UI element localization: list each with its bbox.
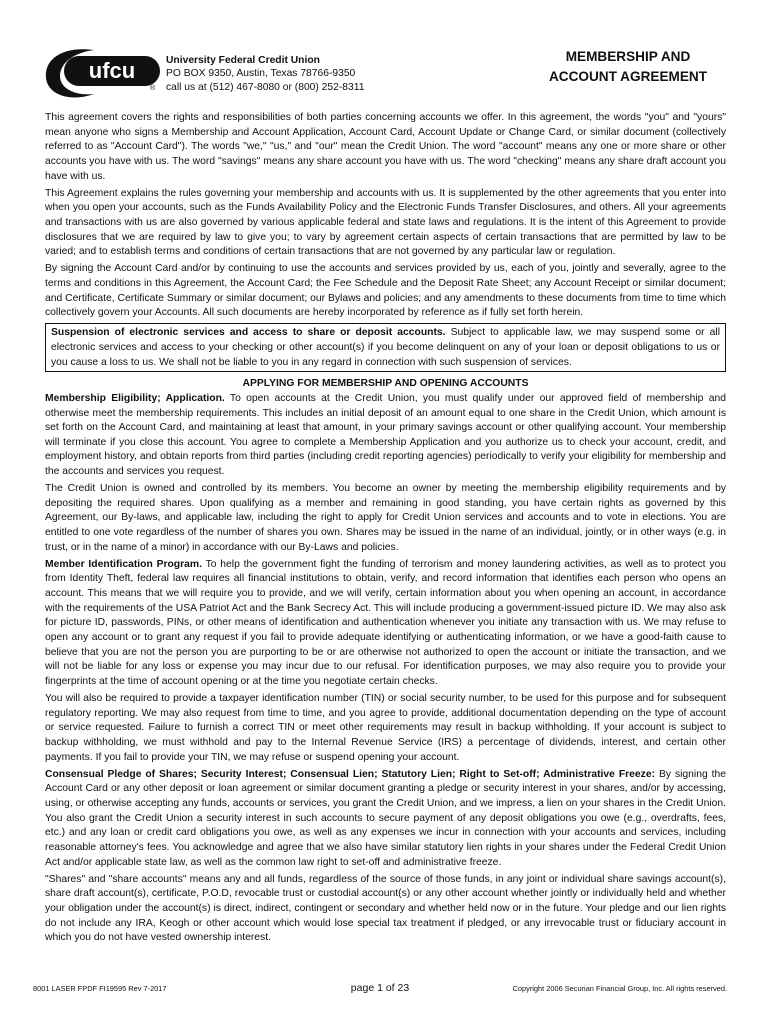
- eligibility-lead: Membership Eligibility; Application.: [45, 392, 225, 404]
- org-phone: call us at (512) 467-8080 or (800) 252-8311: [166, 81, 365, 93]
- identification-paragraph: [45, 558, 726, 690]
- identification-lead: Member Identification Program.: [45, 558, 202, 570]
- logo-text: ufcu: [88, 58, 136, 83]
- page-header: [0, 0, 770, 110]
- org-address: PO BOX 9350, Austin, Texas 78766-9350: [166, 68, 356, 80]
- tin-paragraph: You will also be required to provide a taxpayer identification number (TIN) or social security number, to be used for this purpose and for subsequent regulatory reporting. We may also request from time to time, and you agree to provide, additional documentation depending on the type of account or service requested. Failure to furnish a correct TIN or meet other requirements may result in backup withholding. If your account is subject to backup withholding, we must withhold and pay to the Internal Revenue Service (IRS) a percentage of dividends, interest, and certain other payments. If you fail to provide your TIN, we may refuse or suspend opening your account.: [45, 693, 726, 763]
- org-name: University Federal Credit Union: [166, 55, 320, 66]
- org-contact-block: [166, 54, 364, 94]
- intro-paragraph-3: By signing the Account Card and/or by continuing to use the accounts and services provided by us, each of you, jointly and severally, agree to the terms and conditions in this Agreement, the Account Card; the Fee Schedule and the Deposit Rate Sheet; any Account Receipt or similar document; and Certificate, Certificate Summary or similar document; our Bylaws and policies; and any amendments to these documents from time to time which collectively govern your Accounts. All such documents are hereby incorporated by reference as if fully set forth herein.: [45, 263, 726, 319]
- title-line-1: MEMBERSHIP AND: [565, 49, 691, 64]
- intro-paragraph-1: This agreement covers the rights and responsibilities of both parties concerning accounts we offer. In this agreement, the words "you" and "yours" mean anyone who signs a Membership and Account Application, Account Card, Account Update or Change Card, or similar document (collectively referred to as "Account Card"). The words "we," "us," and "our" mean the Credit Union. The word "account" means any one or more share or other accounts you have with us. The word "savings" means any share account you have with us. The word "checking" means any share draft account you have with us.: [45, 112, 726, 182]
- page-number: page 1 of 23: [350, 982, 410, 994]
- suspension-notice-lead: Suspension of electronic services and access to share or deposit accounts.: [51, 327, 446, 339]
- form-code: 8001 LASER FPDF FI19595 Rev 7-2017: [33, 984, 167, 993]
- logo-registered-mark: ®: [150, 85, 156, 92]
- ufcu-logo: [42, 40, 162, 104]
- page-footer: [33, 982, 727, 998]
- intro-paragraph-2: This Agreement explains the rules governing your membership and accounts with us. It is supplemented by the other agreements that you enter into when you open your accounts, such as the Funds Availability Policy and the Electronic Funds Transfer Disclosures, and others. All your agreements and transactions with us are also governed by various applicable federal and state laws and regulations. It is the intent of this Agreement to provide disclosures that we are required by law to give you; to vary by agreement certain aspects of certain transactions that are permitted by law to be varied; and to establish terms and conditions of certain transactions that are not governed by any particular law or regulation.: [45, 187, 726, 258]
- copyright: Copyright 2006 Securian Financial Group, Inc. All rights reserved.: [512, 984, 727, 993]
- suspension-notice: [51, 326, 720, 370]
- identification-text: To help the government fight the funding of terrorism and money laundering activities, as well as to protect you from Identity Theft, federal law requires all financial institutions to obtain, verify, and record information that identifies each person who opens an account. This means that we will require you to provide, and we will verify, certain information about you when opening an account, in accordance with the requirements of the USA Patriot Act and the Bank Secrecy Act. This will include producing a government-issued picture ID. We may also ask for picture ID, passwords, PINs, or other means of identification and authentication whenever you initiate any transaction with us. We may refuse to open any account or to grant any request if you fail to provide adequate identifying or authenticating information, or we have a good-faith cause to believe that you are not the person you are purporting to be or are otherwise not authorized to open the account or initiate the transaction, and we will not be liable for any loss or expense you may incur due to our refusal. For identification purposes, we may also require you to provide your fingerprints at the time of account opening or at the time you negotiate certain checks.: [45, 558, 726, 687]
- pledge-lead: Consensual Pledge of Shares; Security Interest; Consensual Lien; Statutory Lien; Right to Set-off; Administrative Freeze:: [45, 768, 656, 780]
- ownership-paragraph: The Credit Union is owned and controlled by its members. You become an owner by meeting the membership eligibility requirements and by depositing the required shares. Upon qualifying as a member and remaining in good standing, you have certain rights as governed by this Agreement, our By-laws, and applicable law, including the right to apply for Credit Union services and accounts and to vote in elections. You are entitled to one vote regardless of the number of shares you own. Shares may be issued in the name of an individual, jointly, or in other ways (e.g. in trust, or in the name of a minor) in accordance with our By-Laws and policies.: [45, 483, 726, 553]
- pledge-paragraph: [45, 768, 726, 871]
- suspension-notice-box: [45, 323, 726, 372]
- eligibility-text: To open accounts at the Credit Union, you must qualify under our approved field of membership and otherwise meet the membership requirements. This includes an initial deposit of an amount equal to one share in the Credit Union, which amount is set forth on the Account Card, and maintaining at least that amount, in your primary savings account or other qualifying account. Your membership will terminate if you close this account. You agree to complete a Membership Application and you authorize us to check your account, credit, and employment history, and obtain reports from third parties (including credit reporting agencies) periodically to verify your eligibility for membership and the accounts and services you request.: [45, 392, 726, 478]
- suspension-notice-text: Subject to applicable law, we may suspend some or all electronic services and access to your checking or other account(s) if you become delinquent on any of your loan or deposit obligations to us or you cause a loss to us. We shall not be liable to you in any regard in connection with such suspension of services.: [51, 327, 720, 368]
- eligibility-paragraph: [45, 392, 726, 480]
- title-line-2: ACCOUNT AGREEMENT: [548, 69, 708, 84]
- pledge-text: By signing the Account Card or any other deposit or loan agreement or similar document granting a pledge or security interest in your shares, and/or by accessing, using, or otherwise accepting any funds, accounts or services, you grant the Credit Union, and we impress, a lien on your shares in the Credit Union. You also grant the Credit Union a security interest in such accounts to secure payment of any deposit obligations you owe (e.g., overdrafts, fees, etc.) and any loan or credit card obligations you owe, as well as any expenses we incur in connection with your accounts and services, including reasonable attorney's fees. You acknowledge and agree that we also have similar statutory lien rights in your shares under the Federal Credit Union Act and/or applicable state law, as well as the common law right to set-off and administrative freeze.: [45, 768, 727, 868]
- section-heading: APPLYING FOR MEMBERSHIP AND OPENING ACCOUNTS: [242, 378, 529, 390]
- document-body: [45, 111, 726, 948]
- document-title: [528, 47, 728, 87]
- shares-paragraph: "Shares" and "share accounts" means any and all funds, regardless of the source of those funds, in any joint or individual share savings account(s), share draft account(s), certificate, P.O.D, revocable trust or custodial account(s) or any other account whether jointly or individually held and whether your obligation under the account(s) is direct, indirect, contingent or secondary and whether held now or in the future. Your pledge and our lien rights do not include any IRA, Keogh or other account which would lose special tax treatment if pledged, or any irrevocable trust or fiduciary account in which you do not have vested ownership interest.: [45, 873, 726, 944]
